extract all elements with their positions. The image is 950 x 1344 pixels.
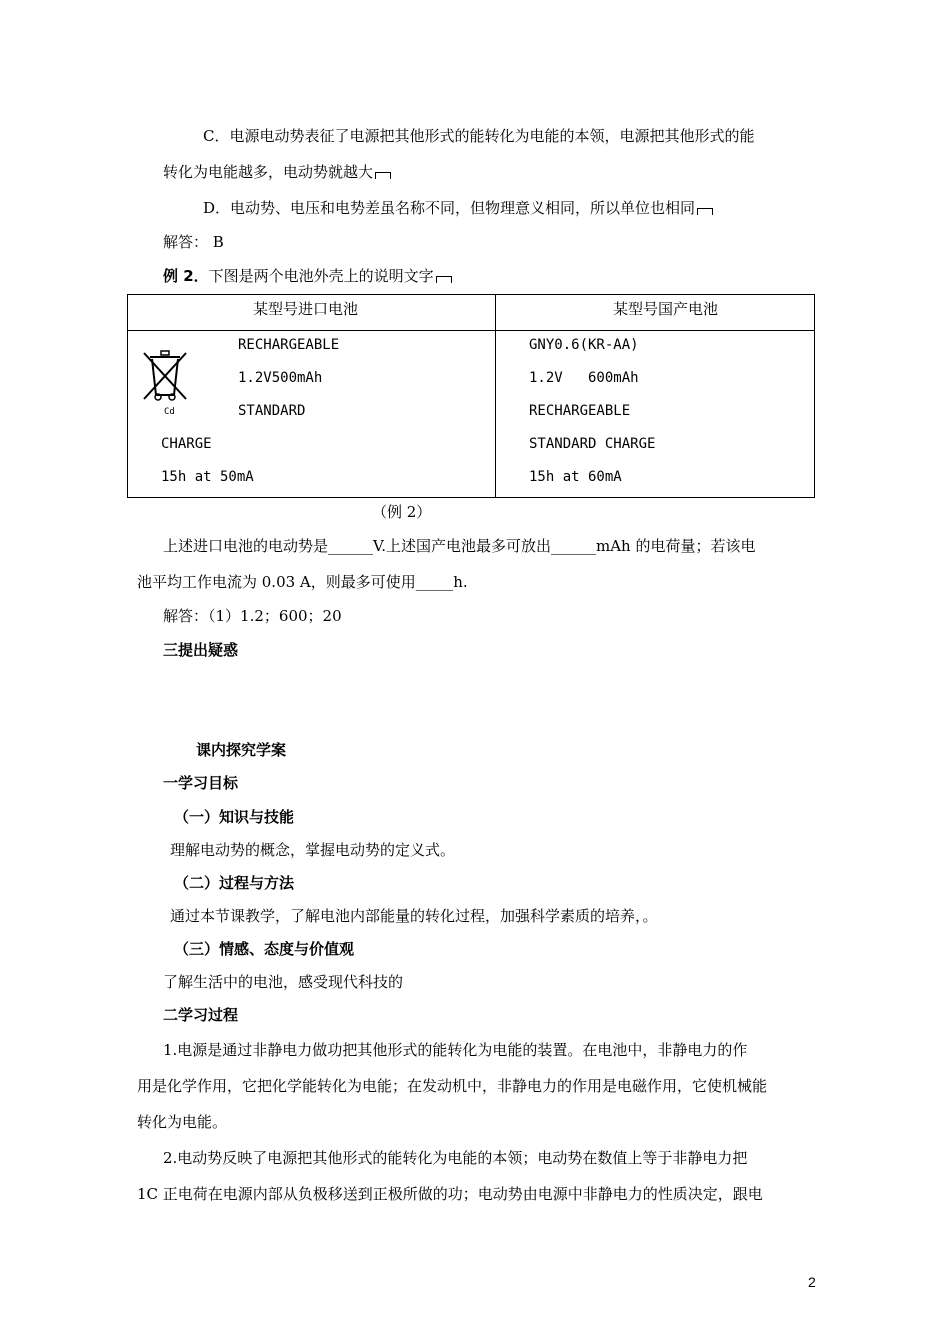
page-number: 2 — [808, 1274, 816, 1290]
option-d-text: D．电动势、电压和电势差虽名称不同，但物理意义相同，所以单位也相同 — [203, 199, 696, 217]
option-c-line-1: C．电源电动势表征了电源把其他形式的能转化为电能的本领，电源把其他形式的能 — [203, 127, 755, 145]
paragraph-mark — [375, 172, 391, 179]
left-row: 1.2V500mAh — [238, 370, 323, 386]
example-2-label: 例 2． — [163, 267, 209, 285]
logo-cd-label: Cd — [164, 407, 175, 417]
point-2-line-2: 1C 正电荷在电源内部从负极移送到正极所做的功；电动势由电源中非静电力的性质决定，跟电 — [137, 1185, 763, 1203]
section-1-heading: 一学习目标 — [163, 774, 239, 792]
question-line-1: 上述进口电池的电动势是______V.上述国产电池最多可放出______mAh 的电荷量；若该电 — [163, 537, 756, 555]
option-d-line — [203, 198, 713, 218]
point-2-line-1: 2.电动势反映了电源把其他形式的能转化为电能的本领；电动势在数值上等于非静电力把 — [163, 1149, 748, 1167]
point-1-line-2: 用是化学作用，它把化学能转化为电能；在发动机中，非静电力的作用是电磁作用，它使机械能 — [137, 1077, 768, 1095]
subsection-1: （一）知识与技能 — [174, 808, 295, 826]
right-row: GNY0.6(KR-AA) — [529, 337, 639, 353]
paragraph-mark — [697, 208, 713, 215]
point-1-line-3: 转化为电能。 — [137, 1113, 228, 1131]
answer-2: 解答：（1）1.2；600；20 — [163, 607, 342, 625]
subsection-2: （二）过程与方法 — [174, 874, 295, 892]
section-2-heading: 二学习过程 — [163, 1006, 239, 1024]
left-header: 某型号进口电池 — [253, 300, 359, 318]
right-header: 某型号国产电池 — [613, 300, 719, 318]
option-c-line-2 — [163, 162, 391, 182]
example-2-text: 下图是两个电池外壳上的说明文字 — [208, 267, 434, 285]
table-divider — [495, 295, 496, 497]
table-header-rule — [128, 330, 814, 331]
paragraph-1: 理解电动势的概念，掌握电动势的定义式。 — [170, 841, 456, 859]
table-caption: （例 2） — [372, 503, 432, 521]
paragraph-3: 了解生活中的电池，感受现代科技的 — [163, 973, 404, 991]
right-row: 15h at 60mA — [529, 469, 622, 485]
page-heading: 课内探究学案 — [196, 741, 287, 759]
example-2-line — [163, 266, 452, 286]
right-row: 1.2V 600mAh — [529, 370, 639, 386]
option-c-text: 转化为电能越多，电动势就越大 — [163, 163, 374, 181]
section-3-heading: 三提出疑惑 — [163, 641, 239, 659]
left-row: RECHARGEABLE — [238, 337, 340, 353]
recycle-bin-crossed-icon — [140, 349, 190, 411]
answer-1: 解答： B — [163, 233, 224, 251]
point-1-line-1: 1.电源是通过非静电力做功把其他形式的能转化为电能的装置。在电池中，非静电力的作 — [163, 1041, 748, 1059]
left-row: CHARGE — [161, 436, 212, 452]
paragraph-2: 通过本节课教学，了解电池内部能量的转化过程，加强科学素质的培养，。 — [170, 907, 658, 925]
subsection-3: （三）情感、态度与价值观 — [174, 940, 355, 958]
battery-table — [127, 294, 815, 498]
left-row: 15h at 50mA — [161, 469, 254, 485]
question-line-2: 池平均工作电流为 0.03 A，则最多可使用_____h. — [137, 573, 468, 591]
right-row: RECHARGEABLE — [529, 403, 631, 419]
paragraph-mark — [436, 276, 452, 283]
left-row: STANDARD — [238, 403, 306, 419]
right-row: STANDARD CHARGE — [529, 436, 656, 452]
